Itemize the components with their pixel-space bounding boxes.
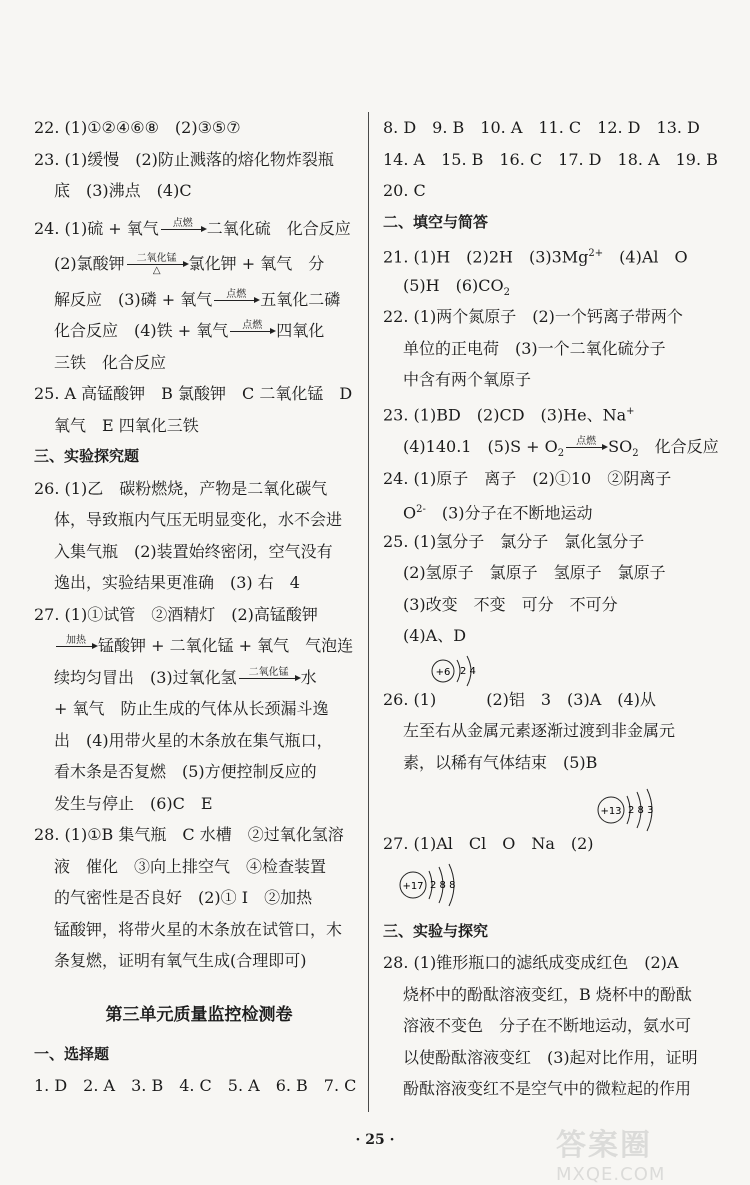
answer-26-line2: 左至右从金属元素逐渐过渡到非金属元 bbox=[403, 721, 676, 740]
reaction-arrow: 点燃 bbox=[161, 218, 205, 241]
answer-26-line1: 26. (1) (2)铝 3 (3)A (4)从 bbox=[383, 689, 656, 709]
answer-24-line1: 24. (1)硫 + 氧气 点燃 二氧化硫 化合反应 bbox=[34, 213, 364, 245]
choice-answers-1: 1. D 2. A 3. B 4. C 5. A 6. B 7. C bbox=[34, 1076, 357, 1095]
section-heading-fill: 二、填空与简答 bbox=[383, 212, 489, 231]
atom-structure-chlorine bbox=[397, 860, 487, 910]
reaction-arrow: 加热 bbox=[56, 635, 96, 658]
shell-electrons: 2 8 8 bbox=[430, 879, 456, 891]
answer-27-line1: 27. (1)①试管 ②酒精灯 (2)高锰酸钾 bbox=[34, 604, 318, 624]
unit-title: 第三单元质量监控检测卷 bbox=[105, 1004, 293, 1025]
column-divider bbox=[368, 112, 369, 1112]
right-column bbox=[383, 112, 723, 1105]
choice-answers-4: 20. C bbox=[383, 181, 426, 200]
reaction-arrow: 点燃 bbox=[230, 320, 274, 343]
answer-26-line1: 26. (1)乙 碳粉燃烧，产物是二氧化碳气 bbox=[34, 478, 328, 498]
answer-25-line1: 25. (1)氢分子 氯分子 氯化氢分子 bbox=[383, 531, 645, 551]
answer-28-line4: 锰酸钾，将带火星的木条放在试管口，木 bbox=[54, 919, 343, 939]
answer-26-line3: 素，以稀有气体结束 (5)B bbox=[403, 752, 598, 772]
answer-22-line3: 中含有两个氧原子 bbox=[403, 370, 532, 389]
answer-24-line3: 解反应 (3)磷 + 氧气 点燃 五氧化二磷 bbox=[34, 284, 364, 316]
section-heading-experiment-right: 三、实验与探究 bbox=[383, 921, 489, 940]
answer-27-line4: + 氧气 防止生成的气体从长颈漏斗逸 bbox=[54, 699, 329, 718]
answer-23-line1: 23. (1)缓慢 (2)防止溅落的熔化物炸裂瓶 bbox=[34, 149, 334, 169]
reaction-arrow: 点燃 bbox=[566, 436, 606, 459]
answer-23-line1: 23. (1)BD (2)CD (3)He、Na+ bbox=[383, 404, 635, 424]
answer-23-line2: (4)140.1 $(5)S + O_2$ 点燃 $SO_2$ 化合反应 bbox=[403, 436, 719, 460]
answer-26-line2: 体，导致瓶内气压无明显变化，水不会进 bbox=[54, 510, 343, 529]
answer-27-line6: 看木条是否复燃 (5)方便控制反应的 bbox=[54, 762, 317, 781]
answer-25-line1: 25. A 高锰酸钾 B 氯酸钾 C 二氧化锰 D bbox=[34, 384, 353, 403]
choice-answers-2: 8. D 9. B 10. A 11. C 12. D 13. D bbox=[383, 118, 700, 137]
answer-22: 22. (1)①②④⑥⑧ (2)③⑤⑦ bbox=[34, 118, 241, 137]
answer-25-line4: (4)A、D bbox=[403, 626, 467, 645]
answer-24-line1: 24. (1)原子 离子 (2)①10 ②阴离子 bbox=[383, 468, 672, 488]
answer-24-line5: 三铁 化合反应 bbox=[54, 352, 167, 372]
answer-21-line2: (5)H $(6)CO_2$ bbox=[403, 275, 511, 298]
answer-21-line1: 21. (1)H (2)2H $(3)3Mg^{2+}$ (4)Al O bbox=[383, 247, 688, 267]
choice-answers-3: 14. A 15. B 16. C 17. D 18. A 19. B bbox=[383, 149, 718, 169]
answer-27-line3: 续均匀冒出 (3)过氧化氢 二氧化锰 水 bbox=[34, 662, 364, 694]
answer-26-line3: 入集气瓶 (2)装置始终密闭，空气没有 bbox=[54, 541, 333, 561]
nucleus-label: +6 bbox=[435, 666, 451, 678]
answer-24-line4: 化合反应 (4)铁 + 氧气 点燃 四氧化 bbox=[34, 315, 364, 347]
answer-24-line2: $O^{2-}$ (3)分子在不断地运动 bbox=[403, 503, 593, 523]
answer-28-line2: 烧杯中的酚酞溶液变红，B 烧杯中的酚酞 bbox=[403, 984, 692, 1004]
answer-22-line2: 单位的正电荷 (3)一个二氧化硫分子 bbox=[403, 338, 666, 358]
atom-structure-carbon bbox=[429, 652, 509, 690]
answer-23-line2: 底 (3)沸点 (4)C bbox=[54, 181, 192, 200]
answer-28-line3: 溶液不变色 分子在不断地运动，氨水可 bbox=[403, 1016, 692, 1035]
atom-structure-aluminum bbox=[595, 786, 685, 834]
answer-28-line1: 28. (1)锥形瓶口的滤纸成变成红色 (2)A bbox=[383, 953, 679, 972]
atom-diagram-carbon bbox=[429, 652, 723, 690]
answer-26-line4: 逸出，实验结果更准确 (3) 右 4 bbox=[54, 573, 300, 592]
answer-27-line5: 出 (4)用带火星的木条放在集气瓶口， bbox=[54, 730, 333, 750]
reaction-arrow: 二氧化锰 bbox=[239, 667, 299, 690]
section-heading-experiment: 三、实验探究题 bbox=[34, 447, 140, 465]
answer-27-line1: 27. (1)Al Cl O Na (2) bbox=[383, 834, 594, 853]
reaction-arrow: 点燃 bbox=[214, 289, 258, 312]
answer-25-line2: (2)氢原子 氯原子 氢原子 氯原子 bbox=[403, 563, 666, 582]
answer-25-line3: (3)改变 不变 可分 不可分 bbox=[403, 594, 618, 614]
answer-28-line3: 的气密性是否良好 (2)① Ⅰ ②加热 bbox=[54, 888, 313, 907]
answer-25-line2: 氧气 E 四氧化三铁 bbox=[54, 415, 199, 435]
answer-22-line1: 22. (1)两个氮原子 (2)一个钙离子带两个 bbox=[383, 307, 683, 326]
nucleus-label: +13 bbox=[600, 806, 622, 817]
answer-28-line1: 28. (1)①B 集气瓶 C 水槽 ②过氧化氢溶 bbox=[34, 825, 344, 844]
answer-28-line2: 液 催化 ③向上排空气 ④检查装置 bbox=[54, 856, 327, 876]
section-heading-choice: 一、选择题 bbox=[34, 1044, 110, 1063]
answer-28-line5: 酚酞溶液变红不是空气中的微粒起的作用 bbox=[403, 1079, 692, 1098]
answer-24-line2: (2)氯酸钾 二氧化锰 △ 氯化钾 + 氧气 分 bbox=[54, 253, 325, 276]
page-number: · 25 · bbox=[355, 1132, 395, 1148]
shell-electrons: 2 8 3 bbox=[628, 805, 654, 816]
watermark-logo: 答案圈 MXQE.COM bbox=[556, 1128, 666, 1185]
atom-diagram-chlorine bbox=[397, 860, 723, 910]
shell-electrons: 2 4 bbox=[460, 665, 476, 677]
left-column bbox=[34, 112, 364, 1102]
answer-27-line2: 加热 锰酸钾 + 二氧化锰 + 氧气 气泡连 bbox=[34, 630, 364, 662]
nucleus-label: +17 bbox=[402, 880, 424, 892]
reaction-arrow: 二氧化锰 △ bbox=[127, 253, 187, 276]
answer-28-line4: 以使酚酞溶液变红 (3)起对比作用，证明 bbox=[403, 1047, 698, 1067]
answer-28-line5: 条复燃，证明有氧气生成(合理即可) bbox=[54, 951, 307, 970]
atom-diagram-aluminum bbox=[595, 786, 723, 834]
answer-27-line7: 发生与停止 (6)C E bbox=[54, 793, 213, 813]
